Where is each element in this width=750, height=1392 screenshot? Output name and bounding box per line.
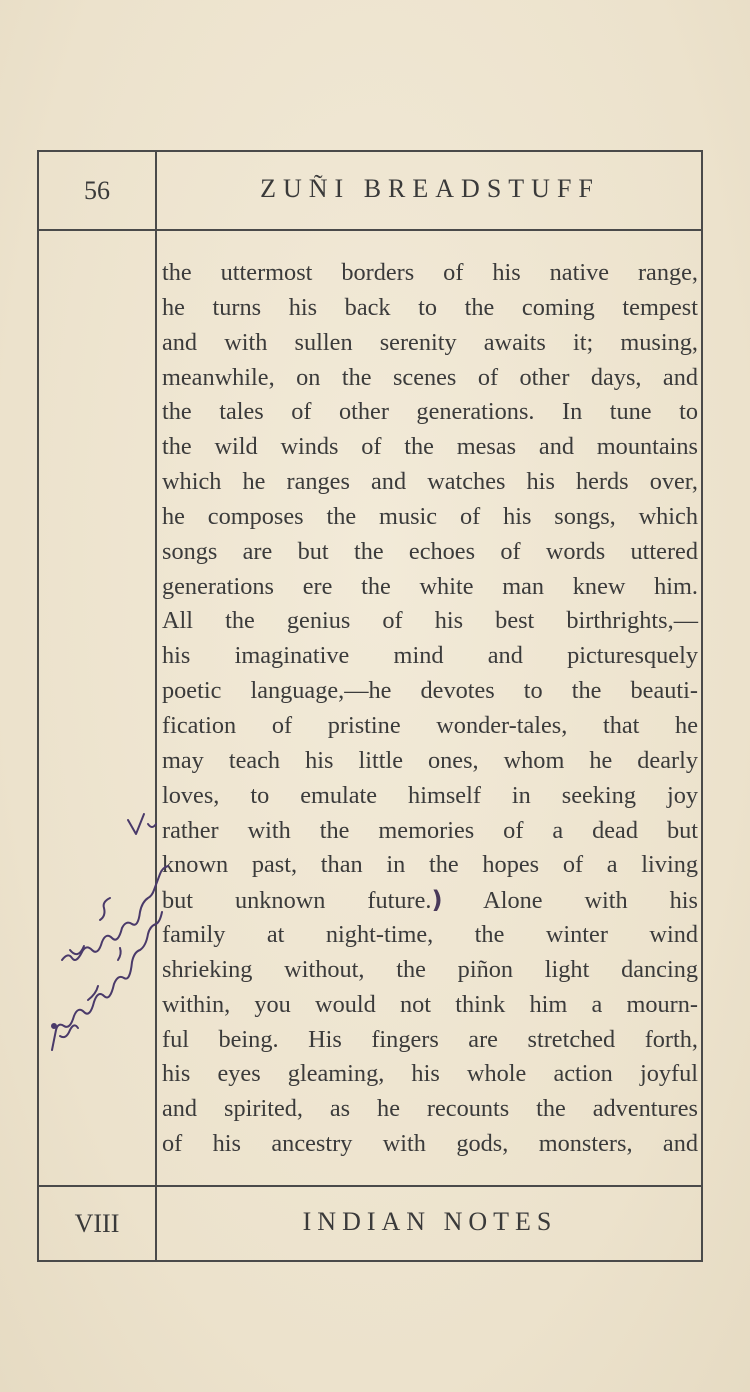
- text-line: within, you would not think him a mourn-: [162, 990, 698, 1018]
- page-number: 56: [84, 176, 110, 205]
- text-line: the tales of other generations. In tune to: [162, 398, 698, 426]
- text-line: known past, than in the hopes of a living: [162, 851, 698, 879]
- text-line: and with sullen serenity awaits it; musing,: [162, 328, 698, 356]
- text-line: shrieking without, the piñon light dancing: [162, 955, 698, 983]
- text-line: may teach his little ones, whom he dearly: [162, 746, 698, 774]
- text-line: songs are but the echoes of words uttered: [162, 537, 698, 565]
- margin-column-rule: [155, 152, 157, 1260]
- running-head: ZUÑI BREADSTUFF: [260, 174, 600, 203]
- text-line: he composes the music of his songs, which: [162, 502, 698, 530]
- footer-rule: [39, 1185, 701, 1187]
- page-frame: [37, 150, 703, 1262]
- text-line: meanwhile, on the scenes of other days, and: [162, 363, 698, 391]
- text-line: the wild winds of the mesas and mountains: [162, 433, 698, 461]
- text-line: generations ere the white man knew him.: [162, 572, 698, 600]
- text-line: family at night-time, the winter wind: [162, 921, 698, 949]
- text-line-bracketed: [162, 883, 698, 918]
- line-segment: Alone with his: [442, 887, 698, 915]
- text-line: of his ancestry with gods, monsters, and: [162, 1130, 698, 1158]
- text-line: poetic language,—he devotes to the beauti-: [162, 677, 698, 705]
- text-line: his imaginative mind and picturesquely: [162, 642, 698, 670]
- text-line: All the genius of his best birthrights,—: [162, 607, 698, 635]
- footer-title: INDIAN NOTES: [302, 1207, 558, 1236]
- handwritten-bracket: ): [431, 885, 443, 915]
- body-text: [162, 256, 698, 1162]
- text-line: fication of pristine wonder-tales, that he: [162, 711, 698, 739]
- text-line: loves, to emulate himself in seeking joy: [162, 781, 698, 809]
- line-segment: but unknown future.: [162, 887, 432, 915]
- header-rule: [39, 229, 701, 231]
- text-line: rather with the memories of a dead but: [162, 816, 698, 844]
- text-line: ful being. His fingers are stretched forth,: [162, 1025, 698, 1053]
- text-line: the uttermost borders of his native range,: [162, 259, 698, 286]
- text-line: he turns his back to the coming tempest: [162, 293, 698, 321]
- footer-volume-number: VIII: [74, 1209, 120, 1238]
- text-line: which he ranges and watches his herds over,: [162, 468, 698, 496]
- text-line: and spirited, as he recounts the adventures: [162, 1095, 698, 1123]
- text-line: his eyes gleaming, his whole action joyful: [162, 1060, 698, 1088]
